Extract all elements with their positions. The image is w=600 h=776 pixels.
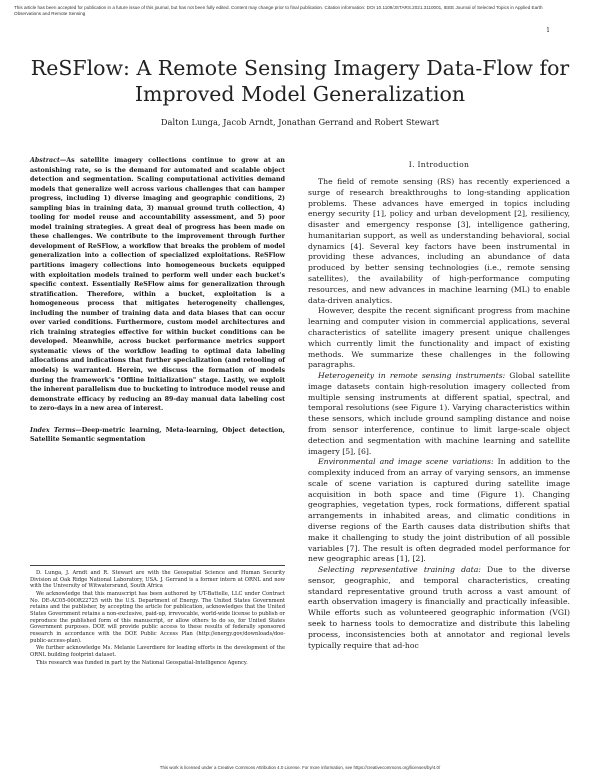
abstract (30, 156, 285, 414)
intro-paragraph (308, 371, 570, 457)
paragraph-run-in: Environmental and image scene variations: (318, 457, 494, 467)
footnote-affiliations: D. Lunga, J. Arndt and R. Stewart are with the Geospatial Science and Human Security Division at Oak Ridge National Laboratory, USA. J. Gerrand is a former intern at ORNL and now with the University of Witwatersrand, South Africa (30, 570, 285, 590)
footnote-dataset-acknowledgment: We further acknowledge Ms. Melanie Laverdiere for leading efforts in the development of the ORNL building footprint dataset. (30, 645, 285, 658)
journal-header-note: This article has been accepted for publication in a future issue of this journal, but has not been fully edited. Content may change prior to final publication. Citation information: DOI 10.1109/JSTARS.2021.3110001, IEEE Journal of Selected Topics in Applied Earth Observations and Remote Sensing (14, 5, 543, 16)
abstract-text: —As satellite imagery collections continue to grow at an astonishing rate, so is the demand for automated and scalable object detection and segmentation. Scaling computational activities demand models that generalize well across various challenges that can hamper progress, including 1) diverse imaging and geographic conditions, 2) sampling bias in training data, 3) manual ground truth collection, 4) tooling for model reuse and accountability assessment, and 5) poor model training strategies. A great deal of progress has been made on these challenges. We contribute to the improvement through further development of ReSFlow, a workflow that breaks the problem of model generalization into a collection of specialized exploitations. ReSFlow partitions imagery collections into homogeneous buckets equipped with exploitation models trained to perform well under each bucket's specific context. Essentially ReSFlow aims for generalization through stratification. Therefore, within a bucket, exploitation is a homogeneous process that mitigates heterogeneity challenges, including the number of training data and data biases that can occur over varied conditions. Furthermore, custom model architectures and rich training strategies effective for within bucket conditions can be developed. Meanwhile, across bucket performance metrics support systematic views of the workflow leading to optimal data labeling allocations and indications that further specialization (and retooling of models) is warranted. Herein, we discuss the formation of models during the framework's "Offline Initialization" stage. Lastly, we exploit the inherent parallelism due to bucketing to introduce model reuse and demonstrate efficacy by reducing an 89-day manual data labeling cost to zero-days in a new area of interest. (30, 157, 285, 413)
section-heading-introduction: I. Introduction (408, 160, 470, 169)
paper-title: ReSFlow: A Remote Sensing Imagery Data-Flow for Improved Model Generalization (30, 56, 570, 106)
index-terms (30, 426, 285, 445)
right-column (308, 156, 570, 651)
paragraph-text: Due to the diverse sensor, geographic, and temporal characteristics, creating standard representative ground truth across a vast amount of earth observation imagery is financially and practically infeasible. While efforts such as volunteered geographic information (VGI) seek to harness tools to democratize and distribute this labeling process, inconsistencies both at annotator and regional levels typically require that ad-hoc (308, 565, 570, 650)
paragraph-text: However, despite the recent significant progress from machine learning and computer vision in commercial applications, several characteristics of satellite imagery present unique challenges which currently limit the functionality and impact of existing methods. We summarize these challenges in the following paragraphs. (308, 306, 570, 370)
intro-paragraph (308, 177, 570, 306)
paragraph-text: The field of remote sensing (RS) has recently experienced a surge of research breakthroughs to long-standing application problems. These advances have emerged in topics including energy security [1], policy and urban development [2], resiliency, disaster and emergency response [3], intelligence gathering, humanitarian support, as well as understanding behavioral, social dynamics [4]. Several key factors have been instrumental in providing these advances, including an abundance of data produced by better sensing technologies (i.e., remote sensing satellites), the availability of high-performance computing resources, and new advances in machine learning (ML) to enable data-driven analytics. (308, 177, 570, 305)
intro-paragraph (308, 457, 570, 565)
page-number: 1 (546, 27, 550, 34)
index-terms-label: Index Terms (30, 426, 76, 434)
footnote-funding: This research was funded in part by the National Geospatial-Intelligence Agency. (36, 659, 248, 666)
paragraph-run-in: Heterogeneity in remote sensing instruments: (318, 371, 506, 381)
left-column (30, 156, 285, 445)
abstract-label: Abstract (30, 157, 60, 164)
index-terms-text: —Deep-metric learning, Meta-learning, Object detection, Satellite Semantic segmentation (30, 426, 285, 444)
paragraph-run-in: Selecting representative training data: (318, 565, 481, 575)
footnote-doe-acknowledgment: We acknowledge that this manuscript has been authored by UT-Battelle, LLC under Contract No. DE-AC05-00OR22725 with the U.S. Department of Energy. The United States Government retains and the publisher, by accepting the article for publication, acknowledges that the United States Government retains a non-exclusive, paid-up, irrevocable, world-wide license to publish or reproduce the published form of this manuscript, or allow others to do so, for United States Government purposes. DOE will provide public access to these results of federally sponsored research in accordance with the DOE Public Access Plan (http://energy.gov/downloads/doe-public-access-plan). (30, 590, 285, 644)
author-list: Dalton Lunga, Jacob Arndt, Jonathan Gerrand and Robert Stewart (160, 117, 440, 127)
intro-paragraph (308, 306, 570, 371)
intro-paragraph (308, 565, 570, 651)
footnotes (30, 565, 285, 667)
paragraph-text: Global satellite image datasets contain high-resolution imagery collected from multiple sensing instruments at different spatial, spectral, and temporal resolutions (see Figure 1). Varying characteristics within these sensors, which include ground sampling distance and noise from sensor interference, continue to limit large-scale object detection and segmentation with machine learning and satellite imagery [5], [6]. (308, 371, 570, 456)
license-footer: This work is licensed under a Creative Commons Attribution 4.0 License. For more information, see https://creativecommons.org/licenses/by/4.0/ (159, 765, 441, 770)
paragraph-text: In addition to the complexity induced from an array of varying sensors, an immense scale of scene variation is captured during satellite image acquisition in both space and time (Figure 1). Changing geographies, vegetation types, rock formations, different spatial arrangements in inhabited areas, and climatic conditions in diverse regions of the Earth causes data distribution shifts that make it challenging to study the joint distribution of all possible variables [7]. The result is often degraded model performance for new geographic areas [1], [2]. (308, 457, 570, 564)
